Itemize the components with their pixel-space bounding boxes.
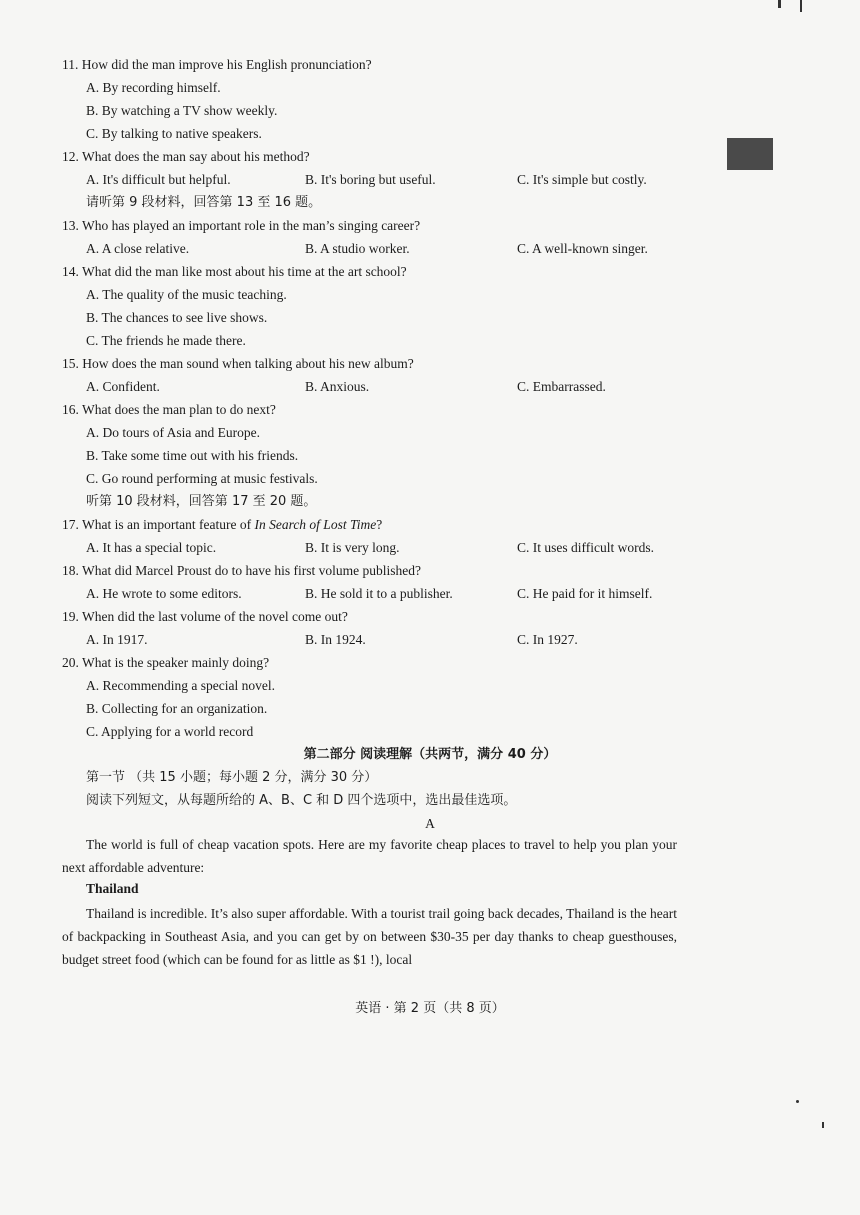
question-11-option-a: A. By recording himself. — [86, 80, 221, 95]
instruction-section-10: 听第 10 段材料，回答第 17 至 20 题。 — [86, 494, 317, 509]
question-19-option-b: B. In 1924. — [305, 632, 366, 647]
question-15-option-a: A. Confident. — [86, 379, 160, 394]
speck — [822, 1122, 824, 1128]
question-15-option-c: C. Embarrassed. — [517, 379, 606, 394]
question-14-option-c: C. The friends he made there. — [86, 333, 246, 348]
passage-label: A — [425, 816, 435, 831]
passage-intro: The world is full of cheap vacation spots. Here are my favorite cheap places to travel to help you plan your next affordable adventure: — [62, 837, 677, 875]
passage-heading: Thailand — [86, 881, 139, 896]
question-16-option-b: B. Take some time out with his friends. — [86, 448, 299, 463]
question-11-option-c: C. By talking to native speakers. — [86, 126, 262, 141]
question-20-option-b: B. Collecting for an organization. — [86, 701, 268, 716]
question-14-option-b: B. The chances to see live shows. — [86, 310, 268, 325]
part-two-title: 第二部分 阅读理解（共两节，满分 40 分） — [303, 747, 557, 762]
passage-body: Thailand is incredible. It’s also super affordable. With a tourist trail going back decades, Thailand is the heart of backpacking in Southeast Asia, and you can get by on between $30-35 per day thanks to cheap guesthouses, budget street food (which can be found for as little as $1 !), local — [62, 906, 677, 967]
question-20-option-a: A. Recommending a special novel. — [86, 678, 275, 693]
page-footer: 英语 · 第 2 页（共 8 页） — [355, 1001, 505, 1016]
question-19-option-a: A. In 1917. — [86, 632, 148, 647]
question-18-option-a: A. He wrote to some editors. — [86, 586, 242, 601]
question-13-option-a: A. A close relative. — [86, 241, 190, 256]
question-12-stem: 12. What does the man say about his method? — [62, 149, 310, 164]
question-17-stem-pre: 17. What is an important feature of — [62, 517, 255, 532]
question-18-option-b: B. He sold it to a publisher. — [305, 586, 453, 601]
question-12-option-b: B. It's boring but useful. — [305, 172, 436, 187]
scan-mark — [727, 138, 773, 170]
question-17-option-a: A. It has a special topic. — [86, 540, 217, 555]
section-one-title: 第一节 （共 15 小题；每小题 2 分，满分 30 分） — [86, 770, 378, 785]
question-19-stem: 19. When did the last volume of the novel come out? — [62, 609, 348, 624]
question-16-option-a: A. Do tours of Asia and Europe. — [86, 425, 260, 440]
edge-mark — [800, 0, 802, 12]
question-14-stem: 14. What did the man like most about his time at the art school? — [62, 264, 407, 279]
question-15-stem: 15. How does the man sound when talking about his new album? — [62, 356, 414, 371]
question-13-option-c: C. A well-known singer. — [517, 241, 648, 256]
question-17-option-b: B. It is very long. — [305, 540, 400, 555]
question-11-option-b: B. By watching a TV show weekly. — [86, 103, 278, 118]
question-18-option-c: C. He paid for it himself. — [517, 586, 653, 601]
question-11-stem: 11. How did the man improve his English pronunciation? — [62, 57, 372, 72]
question-17-stem-post: ? — [376, 517, 383, 532]
question-12-option-a: A. It's difficult but helpful. — [86, 172, 231, 187]
question-16-stem: 16. What does the man plan to do next? — [62, 402, 276, 417]
edge-mark — [778, 0, 781, 8]
question-19-option-c: C. In 1927. — [517, 632, 578, 647]
question-13-stem: 13. Who has played an important role in the man’s singing career? — [62, 218, 421, 233]
instruction-section-9: 请听第 9 段材料，回答第 13 至 16 题。 — [86, 195, 322, 210]
question-18-stem: 18. What did Marcel Proust do to have his first volume published? — [62, 563, 421, 578]
book-title: In Search of Lost Time — [254, 517, 377, 532]
question-16-option-c: C. Go round performing at music festivals. — [86, 471, 318, 486]
speck — [796, 1100, 799, 1103]
question-17-stem — [62, 516, 382, 534]
question-14-option-a: A. The quality of the music teaching. — [86, 287, 287, 302]
question-17-option-c: C. It uses difficult words. — [517, 540, 654, 555]
question-12-option-c: C. It's simple but costly. — [517, 172, 647, 187]
question-20-stem: 20. What is the speaker mainly doing? — [62, 655, 270, 670]
question-13-option-b: B. A studio worker. — [305, 241, 410, 256]
question-15-option-b: B. Anxious. — [305, 379, 370, 394]
question-20-option-c: C. Applying for a world record — [86, 724, 254, 739]
reading-instruction: 阅读下列短文，从每题所给的 A、B、C 和 D 四个选项中，选出最佳选项。 — [86, 793, 517, 808]
